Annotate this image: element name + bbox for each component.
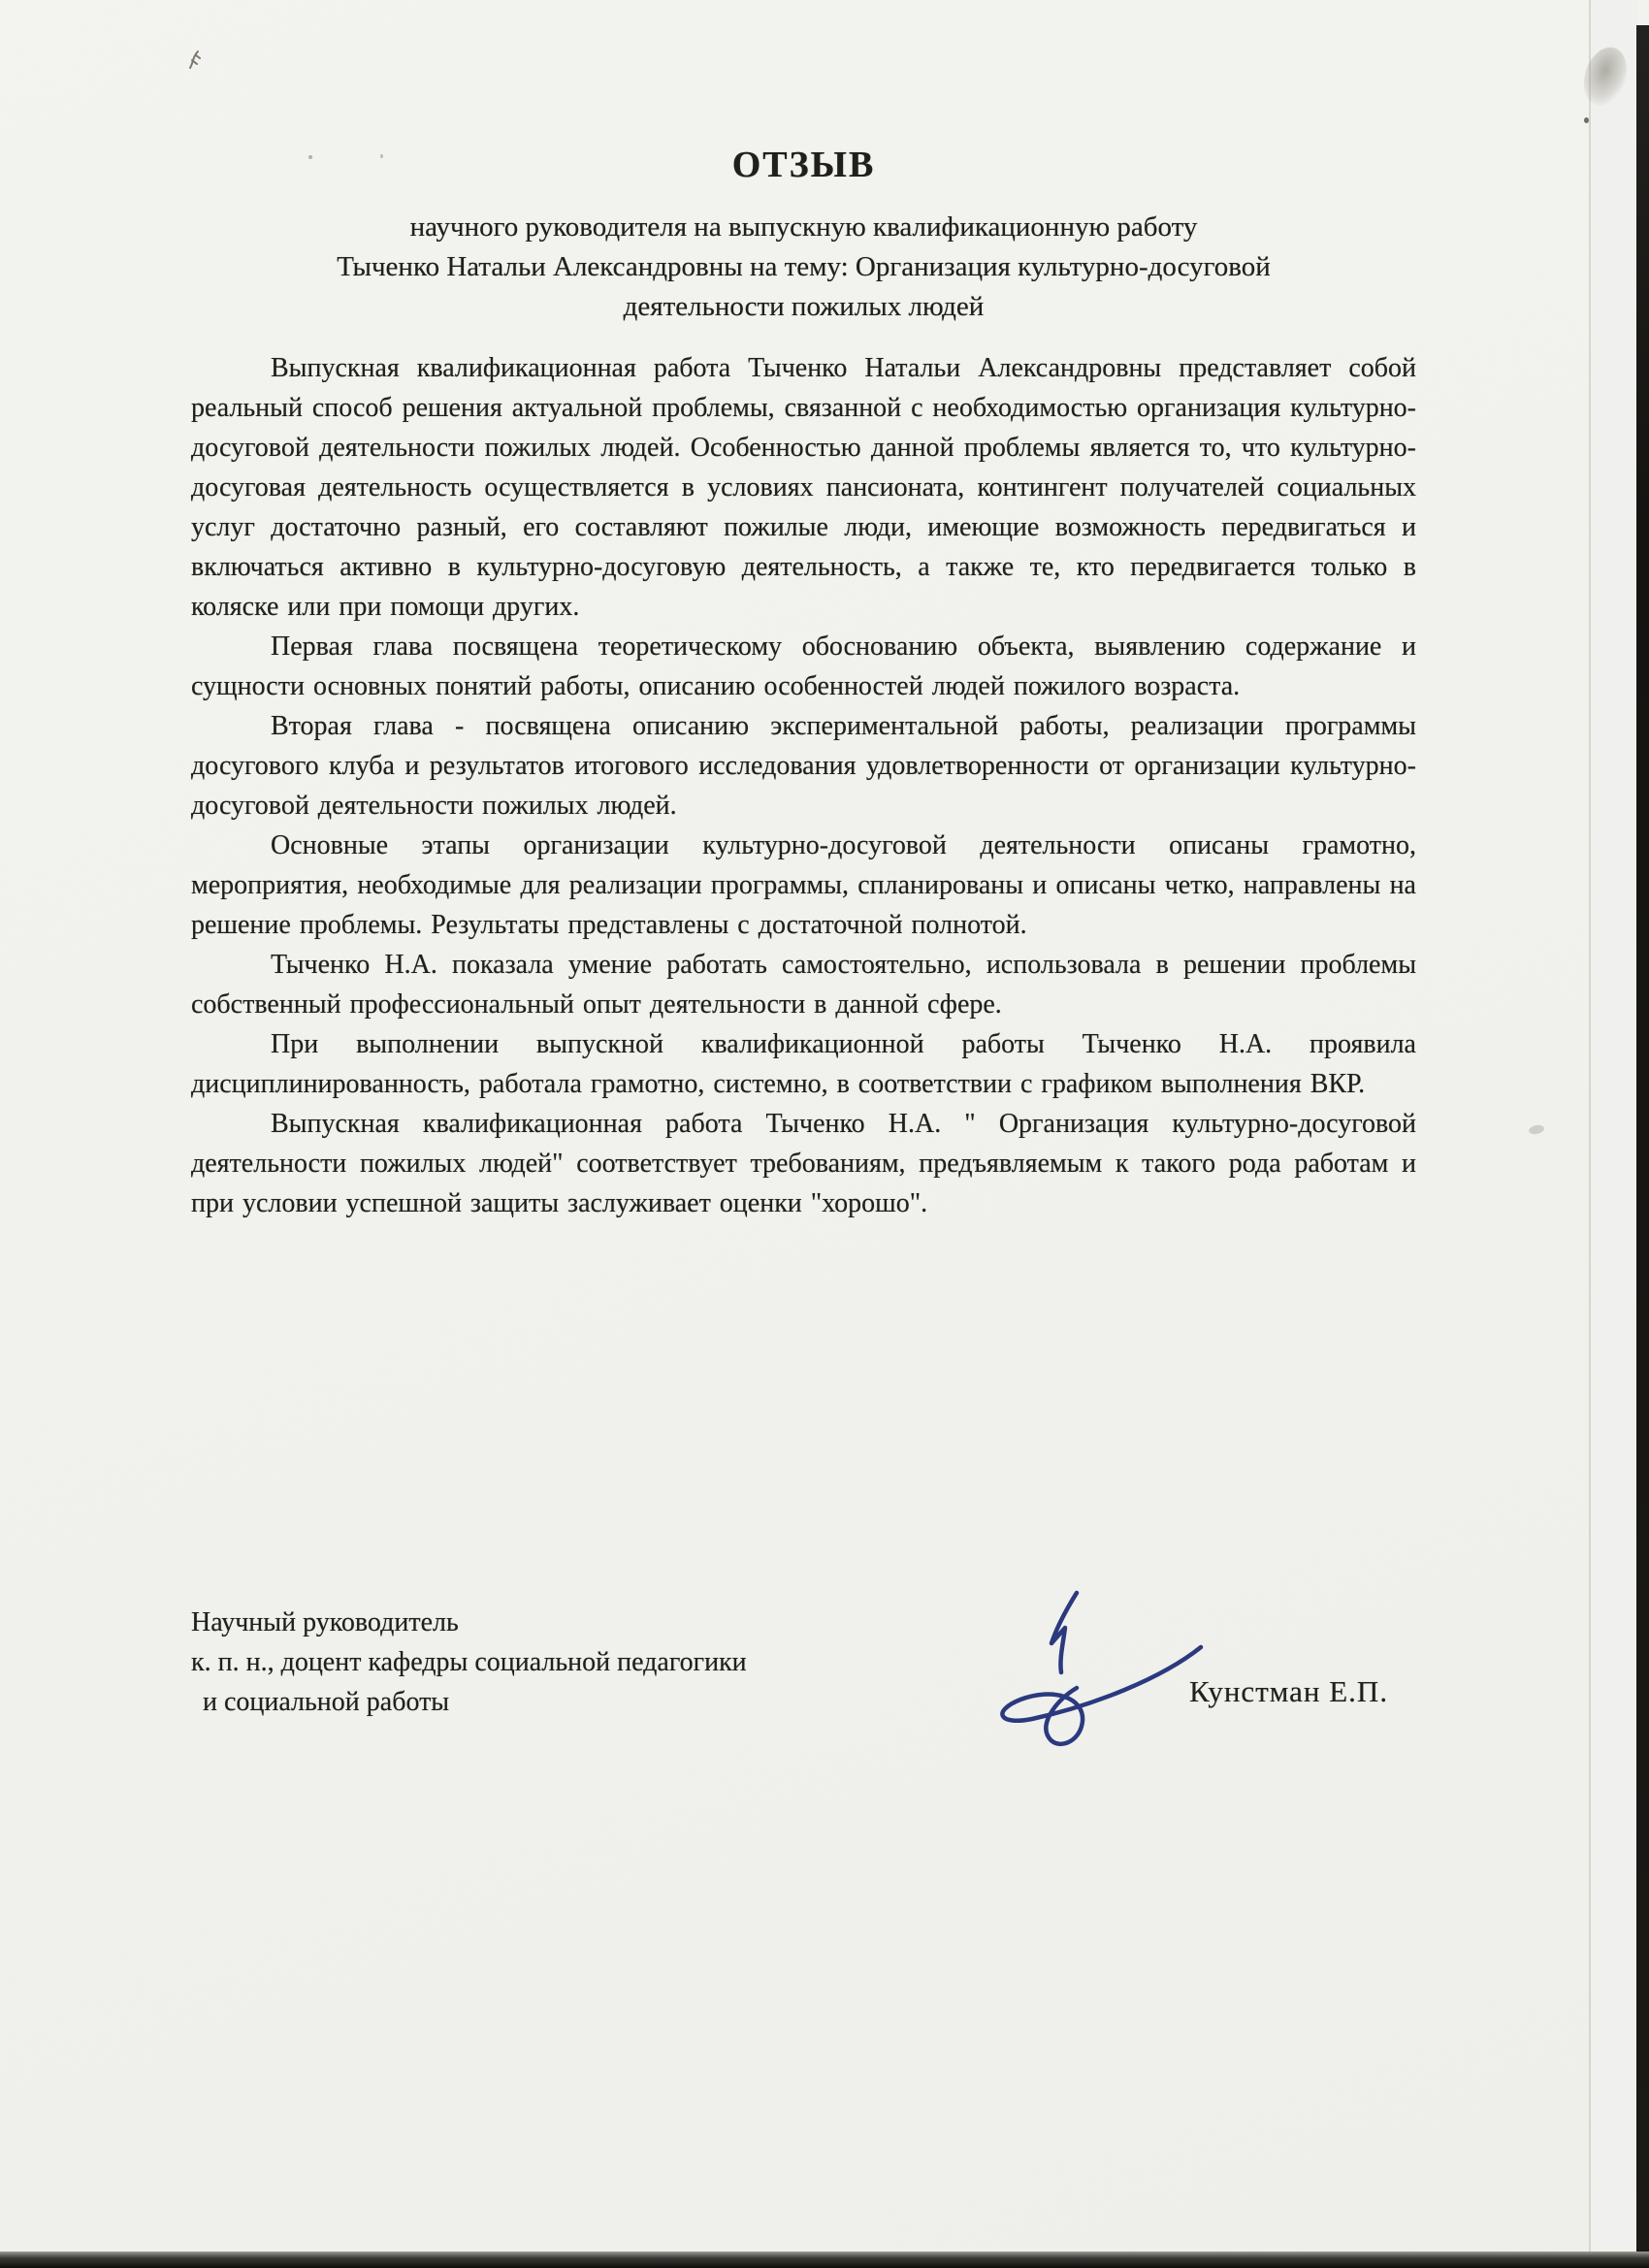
subtitle-line-1: научного руководителя на выпускную квалификационную работу (409, 211, 1198, 243)
signature-block (191, 1603, 747, 1722)
scanner-bottom-strip (0, 2252, 1649, 2268)
body-paragraph: Вторая глава - посвящена описанию экспериментальной работы, реализации программы досугового клуба и результатов итогового исследования удовлетворенности от организации культурно-досуговой деятельности пожилых людей. (191, 711, 1416, 821)
body-paragraph: Выпускная квалификационная работа Тыченко Натальи Александровны представляет собой реальный способ решения актуальной проблемы, связанной с необходимостью организация культурно-досуговой деятельности пожилых людей. Особенностью данной проблемы является то, что культурно-досуговая деятельность осуществляется в условиях пансионата, контингент получателей социальных услуг достаточно разный, его составляют пожилые люди, имеющие возможность передвигаться и включаться активно в культурно-досуговую деятельность, а также те, кто передвигается только в коляске или при помощи других. (191, 353, 1416, 622)
body-paragraph: При выполнении выпускной квалификационной работы Тыченко Н.А. проявила дисциплинированность, работала грамотно, системно, в соответствии с графиком выполнения ВКР. (191, 1029, 1416, 1099)
scanner-margin (1591, 0, 1637, 2268)
signature-role-line-1: Научный руководитель (191, 1607, 459, 1637)
body-paragraph: Тыченко Н.А. показала умение работать самостоятельно, использовала в решении проблемы собственный профессиональный опыт деятельности в данной сфере. (191, 950, 1416, 1020)
document-subtitle (191, 208, 1416, 327)
subtitle-line-2: Тыченко Натальи Александровны на тему: Организация культурно-досуговой (337, 251, 1271, 282)
document-body (191, 144, 1416, 1223)
speck-artifact (1584, 117, 1589, 123)
body-paragraphs (191, 348, 1416, 1223)
body-paragraph: Выпускная квалификационная работа Тыченко Н.А. " Организация культурно-досуговой деятельности пожилых людей" соответствует требованиям, предъявляемым к такого рода работам и при условии успешной защиты заслуживает оценки "хорошо". (191, 1109, 1416, 1218)
body-paragraph: Первая глава посвящена теоретическому обоснованию объекта, выявлению содержание и сущности основных понятий работы, описанию особенностей людей пожилого возраста. (191, 632, 1416, 701)
scanner-dark-band (1636, 25, 1649, 2268)
squiggle-artifact (187, 49, 203, 72)
handwritten-signature (972, 1587, 1212, 1762)
signature-role-line-2: к. п. н., доцент кафедры социальной педагогики (191, 1647, 747, 1677)
signer-name: Кунстман Е.П. (1189, 1674, 1389, 1708)
body-paragraph: Основные этапы организации культурно-досуговой деятельности описаны грамотно, мероприятия, необходимые для реализации программы, спланированы и описаны четко, направлены на решение проблемы. Результаты представлены с достаточной полнотой. (191, 830, 1416, 940)
document-title: ОТЗЫВ (731, 145, 876, 185)
signature-role-line-3: и социальной работы (203, 1687, 450, 1717)
subtitle-line-3: деятельности пожилых людей (623, 291, 985, 322)
speck-artifact (1528, 1123, 1545, 1135)
